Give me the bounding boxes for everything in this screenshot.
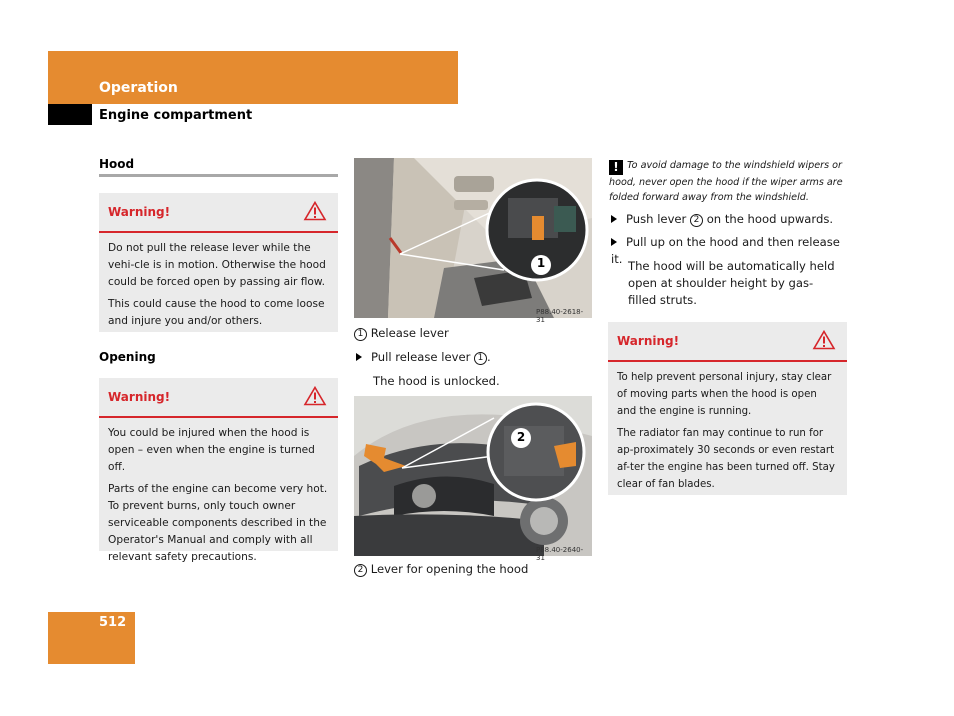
bullet-arrow-icon <box>611 238 617 246</box>
warning-body <box>99 418 338 577</box>
warning-paragraph: You could be injured when the hood is open – even when the engine is turned off. <box>108 427 315 473</box>
warning-header <box>608 322 847 362</box>
heading-rule <box>99 174 338 177</box>
section-title: Operation <box>99 80 178 96</box>
warning-body <box>608 362 847 504</box>
notice-body: To avoid damage to the windshield wipers or hood, never open the hood if the wiper arms are folded forward away from the windshield. <box>609 160 843 203</box>
instruction-step <box>611 211 851 228</box>
subsection-title: Engine compartment <box>99 108 253 123</box>
warning-box-hood <box>99 193 338 332</box>
step-text: Push lever <box>626 212 687 226</box>
step-text: . <box>487 350 491 364</box>
figure-caption <box>354 561 594 578</box>
callout-marker: 2 <box>516 430 526 444</box>
release-lever-illustration <box>354 158 592 318</box>
step-text: Pull release lever <box>371 350 471 364</box>
release-lever-photo <box>354 158 592 324</box>
hood-lever-photo <box>354 396 592 562</box>
step-result: The hood is unlocked. <box>373 374 500 388</box>
callout-number: 2 <box>354 564 367 577</box>
callout-number: 2 <box>690 214 703 227</box>
callout-marker: 1 <box>536 256 546 270</box>
warning-paragraph: This could cause the hood to come loose and injure you and/or others. <box>108 298 325 327</box>
warning-label: Warning! <box>108 390 171 404</box>
warning-label: Warning! <box>617 334 680 348</box>
hood-lever-illustration <box>354 396 592 556</box>
bullet-arrow-icon <box>611 215 617 223</box>
opening-heading: Opening <box>99 350 156 364</box>
warning-box-opening <box>99 378 338 563</box>
warning-triangle-icon <box>304 201 326 221</box>
step-text: on the hood upwards. <box>706 212 834 226</box>
page-number: 512 <box>99 615 127 630</box>
warning-box-fan <box>608 322 847 495</box>
hood-heading: Hood <box>99 157 135 171</box>
warning-header <box>99 378 338 418</box>
warning-paragraph: The radiator fan may continue to run for ap-proximately 30 seconds or even restart af-ter the engine has been turned off. Stay clear of fan blades. <box>617 428 835 490</box>
warning-triangle-icon <box>304 386 326 406</box>
warning-triangle-icon <box>813 330 835 350</box>
callout-number: 1 <box>474 352 487 365</box>
notice-text <box>609 158 849 205</box>
photo-code: P88.40-2618-31 <box>536 308 584 324</box>
caption-text: Release lever <box>370 326 449 340</box>
photo-code: P88.40-2640-31 <box>536 546 584 562</box>
header-bar <box>48 51 458 104</box>
instruction-step <box>356 349 596 366</box>
step-result: The hood will be automatically held open at shoulder height by gas-filled struts. <box>628 259 835 307</box>
header-marker <box>48 104 92 125</box>
warning-body <box>99 233 338 341</box>
warning-paragraph: Parts of the engine can become very hot. To prevent burns, only touch owner serviceable components described in the Operator's Manual and comply with all relevant safety precautions. <box>108 483 328 563</box>
bullet-arrow-icon <box>356 353 362 361</box>
warning-paragraph: To help prevent personal injury, stay clear of moving parts when the hood is open and the engine is running. <box>617 372 832 417</box>
warning-label: Warning! <box>108 205 171 219</box>
figure-caption <box>354 325 594 342</box>
caption-text: Lever for opening the hood <box>370 562 529 576</box>
warning-paragraph: Do not pull the release lever while the vehi-cle is in motion. Otherwise the hood could be forced open by passing air flow. <box>108 242 326 288</box>
callout-number: 1 <box>354 328 367 341</box>
warning-header <box>99 193 338 233</box>
exclamation-icon: ! <box>609 160 623 175</box>
step-text: Pull up on the hood and then release it. <box>611 235 840 266</box>
